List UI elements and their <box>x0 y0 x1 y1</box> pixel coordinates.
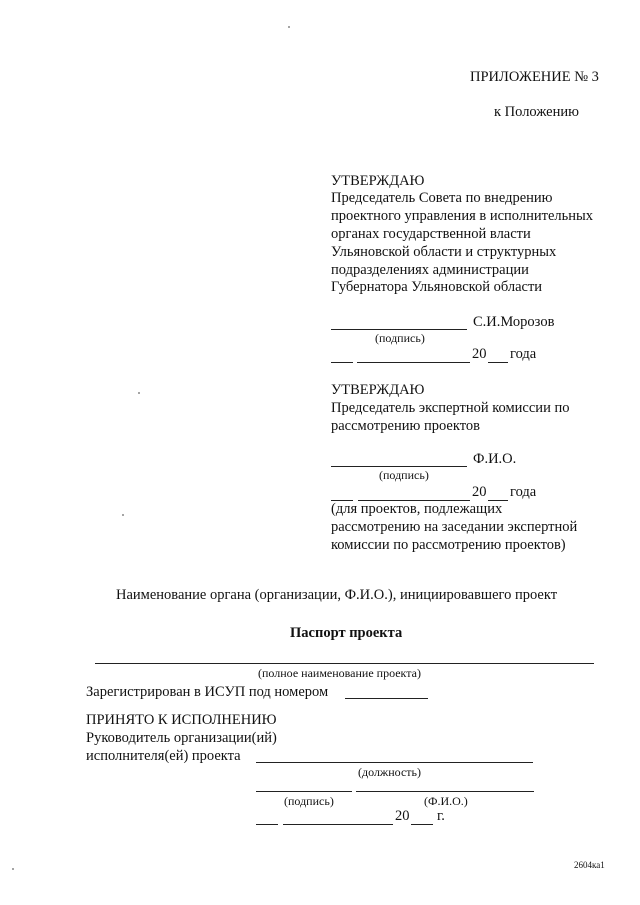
name-line <box>356 791 534 792</box>
project-name-caption: (полное наименование проекта) <box>258 666 421 680</box>
scan-speck <box>288 26 290 28</box>
date-year-suffix: г. <box>437 808 445 824</box>
appendix-reference: к Положению <box>494 104 579 120</box>
date-year-suffix: года <box>510 484 537 500</box>
approval-line: Председатель Совета по внедрению <box>331 190 553 206</box>
document-code: 2604ка1 <box>574 860 605 870</box>
accepted-line: Руководитель организации(ий) <box>86 730 277 746</box>
initiator-label: Наименование органа (организации, Ф.И.О.), инициировавшего проект <box>116 587 558 603</box>
date-year-line <box>411 824 433 825</box>
approval-line: Ульяновской области и структурных <box>331 244 557 260</box>
date-day-line <box>331 362 353 363</box>
approval-line: Председатель экспертной комиссии по <box>331 400 570 416</box>
signature-caption: (подпись) <box>375 331 425 345</box>
approval-line: Губернатора Ульяновской области <box>331 279 543 295</box>
signature-caption: (подпись) <box>379 468 429 482</box>
date-day-line <box>256 824 278 825</box>
signer-name: С.И.Морозов <box>473 314 555 330</box>
approval-line: подразделениях администрации <box>331 262 529 278</box>
date-month-line <box>357 362 470 363</box>
approval-note: комиссии по рассмотрению проектов) <box>331 537 566 553</box>
accepted-heading: ПРИНЯТО К ИСПОЛНЕНИЮ <box>86 712 277 728</box>
registration-number-line <box>345 698 428 699</box>
name-caption: (Ф.И.О.) <box>424 794 468 808</box>
signature-line <box>331 329 467 330</box>
project-name-line <box>95 663 594 664</box>
appendix-title: ПРИЛОЖЕНИЕ № 3 <box>470 69 599 85</box>
date-year-suffix: года <box>510 346 537 362</box>
scan-speck <box>122 514 124 516</box>
scan-speck <box>12 868 14 870</box>
accepted-line: исполнителя(ей) проекта <box>86 748 241 764</box>
approval-line: рассмотрению проектов <box>331 418 480 434</box>
signature-line <box>256 791 352 792</box>
scan-speck <box>138 392 140 394</box>
approval-heading: УТВЕРЖДАЮ <box>331 173 425 189</box>
date-year-prefix: 20 <box>395 808 410 824</box>
approval-heading: УТВЕРЖДАЮ <box>331 382 425 398</box>
position-caption: (должность) <box>358 765 421 779</box>
signer-name: Ф.И.О. <box>473 451 517 467</box>
signature-caption: (подпись) <box>284 794 334 808</box>
date-year-line <box>488 362 508 363</box>
approval-note: (для проектов, подлежащих <box>331 501 503 517</box>
registration-label: Зарегистрирован в ИСУП под номером <box>86 684 329 700</box>
date-month-line <box>283 824 393 825</box>
date-year-prefix: 20 <box>472 346 487 362</box>
approval-line: проектного управления в исполнительных <box>331 208 593 224</box>
approval-line: органах государственной власти <box>331 226 531 242</box>
position-line <box>256 762 533 763</box>
date-year-prefix: 20 <box>472 484 487 500</box>
approval-note: рассмотрению на заседании экспертной <box>331 519 578 535</box>
passport-title: Паспорт проекта <box>290 625 403 641</box>
signature-line <box>331 466 467 467</box>
